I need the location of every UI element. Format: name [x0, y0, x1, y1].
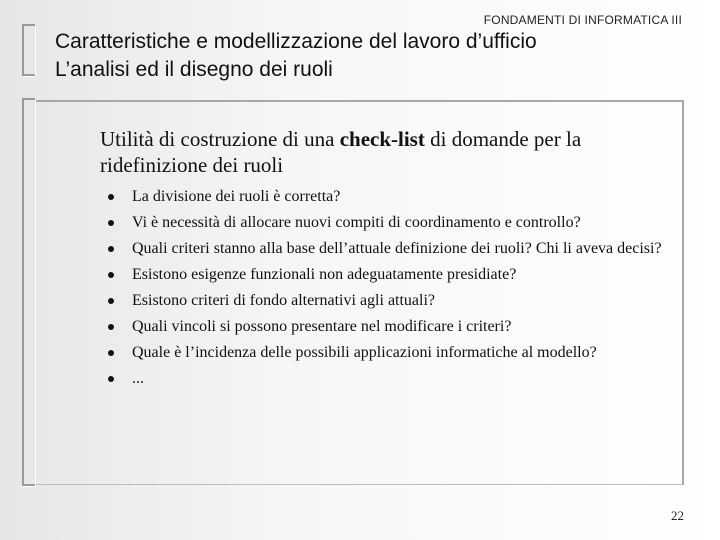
list-item [108, 315, 668, 338]
title-bracket-decoration [22, 24, 35, 76]
intro-text-before: Utilità di costruzione di una [100, 127, 340, 151]
bullet-dot-icon [108, 376, 114, 382]
list-item-text: Esistono esigenze funzionali non adeguatamente presidiate? [132, 266, 517, 283]
question-list [108, 185, 668, 393]
list-item [108, 237, 668, 260]
list-item-text: ... [132, 370, 144, 387]
list-item [108, 289, 668, 312]
bullet-dot-icon [108, 298, 114, 304]
bullet-dot-icon [108, 350, 114, 356]
list-item-text: Quale è l’incidenza delle possibili applicazioni informatiche al modello? [132, 344, 597, 361]
list-item-text: Vi è necessità di allocare nuovi compiti di coordinamento e controllo? [132, 214, 581, 231]
intro-text-bold: check-list [339, 127, 425, 151]
list-item [108, 367, 668, 390]
intro-paragraph [100, 126, 660, 178]
list-item-text: Quali vincoli si possono presentare nel modificare i criteri? [132, 318, 512, 335]
list-item-text: Quali criteri stanno alla base dell’attuale definizione dei ruoli? Chi li aveva decisi? [132, 240, 662, 257]
list-item [108, 211, 668, 234]
bullet-dot-icon [108, 324, 114, 330]
bullet-dot-icon [108, 246, 114, 252]
bullet-dot-icon [108, 272, 114, 278]
slide-title: Caratteristiche e modellizzazione del lavoro d’ufficio [55, 30, 537, 53]
slide-subtitle: L’analisi ed il disegno dei ruoli [55, 58, 333, 81]
bullet-dot-icon [108, 194, 114, 200]
list-item [108, 263, 668, 286]
intro-text-after: di domande per la ridefinizione dei ruoli [100, 127, 582, 177]
course-header: FONDAMENTI DI INFORMATICA III [483, 13, 682, 27]
list-item [108, 185, 668, 208]
list-item-text: La divisione dei ruoli è corretta? [132, 188, 341, 205]
list-item [108, 341, 668, 364]
bullet-dot-icon [108, 220, 114, 226]
content-bracket-decoration [22, 98, 35, 486]
list-item-text: Esistono criteri di fondo alternativi agli attuali? [132, 292, 436, 309]
page-number: 22 [671, 508, 684, 523]
